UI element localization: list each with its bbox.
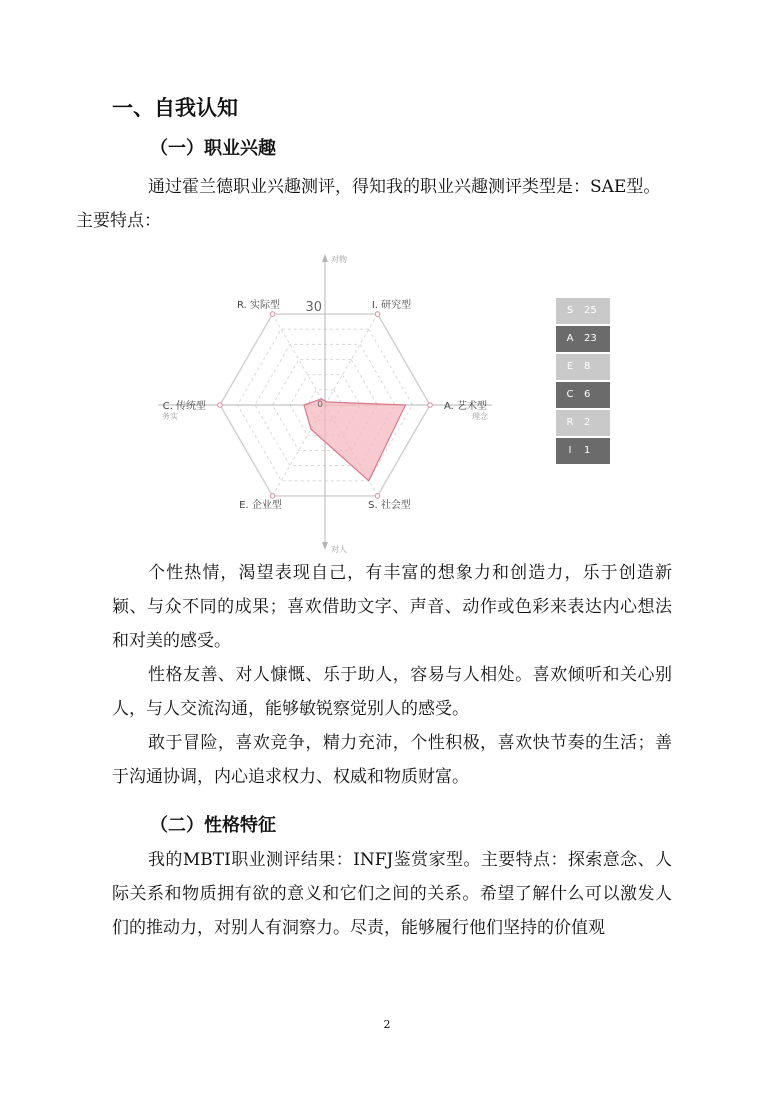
paragraph-enterprising: 敢于冒险，喜欢竞争，精力充沛，个性积极，喜欢快节奏的生活；善于沟通协调，内心追求权力、权威和物质财富。 — [112, 733, 672, 787]
arrow-down-icon — [322, 542, 328, 550]
paragraph-social: 性格友善、对人慷慨、乐于助人，容易与人相处。喜欢倾听和关心别人，与人交流沟通，能够敏锐察觉别人的感受。 — [112, 665, 672, 719]
vertex-dot-2 — [375, 494, 380, 499]
legend-value: 23 — [584, 333, 597, 344]
legend-row-I — [556, 438, 610, 464]
legend-value: 6 — [584, 389, 591, 400]
category-label-1: A. 艺术型 — [444, 401, 488, 412]
intro-line-1: 通过霍兰德职业兴趣测评，得知我的职业兴趣测评类型是：SAE型。 — [148, 177, 661, 197]
paragraph-artistic: 个性热情，渴望表现自己，有丰富的想象力和创造力，乐于创造新颖、与众不同的成果；喜欢借助文字、声音、动作或色彩来表达内心想法和对美的感受。 — [112, 563, 672, 651]
legend-code: A — [566, 333, 574, 344]
legend-row-A — [556, 326, 610, 352]
category-label-3: E. 企业型 — [239, 499, 282, 511]
scale-label-zero: 0 — [317, 400, 323, 410]
axis-label-bottom: 对人 — [331, 545, 347, 554]
radar-data-area — [304, 399, 406, 481]
category-label-4: C. 传统型 — [162, 401, 206, 412]
legend-value: 25 — [584, 305, 597, 316]
category-label-5: R. 实际型 — [237, 300, 280, 312]
category-label-2: S. 社会型 — [368, 499, 411, 511]
axis-label-left: 务实 — [162, 412, 178, 421]
vertex-dot-1 — [428, 403, 433, 408]
radar-spoke-5 — [273, 314, 326, 405]
legend-row-R — [556, 410, 610, 436]
legend-value: 8 — [584, 361, 591, 372]
axis-label-top: 对物 — [331, 255, 347, 264]
vertex-dot-5 — [270, 312, 275, 317]
legend-row-E — [556, 354, 610, 380]
legend-value: 2 — [584, 417, 591, 428]
axis-label-right: 理念 — [472, 412, 488, 421]
page-number: 2 — [383, 1018, 391, 1031]
subsection-title-interest: （一）职业兴趣 — [150, 138, 276, 159]
legend-code: R — [566, 417, 574, 428]
score-legend — [556, 298, 610, 466]
section-title: 一、自我认知 — [112, 96, 238, 120]
legend-row-C — [556, 382, 610, 408]
scale-label-max: 30 — [305, 300, 322, 315]
paragraph-mbti: 我的MBTI职业测评结果：INFJ鉴赏家型。主要特点：探索意念、人际关系和物质拥有欲的意义和它们之间的关系。希望了解什么可以激发人们的推动力，对别人有洞察力。尽责，能够履行他们坚持的价值观 — [112, 850, 672, 938]
intro-paragraph — [76, 170, 672, 238]
legend-code: I — [568, 445, 572, 456]
legend-value: 1 — [584, 445, 591, 456]
legend-code: E — [566, 361, 574, 372]
legend-code: S — [566, 305, 574, 316]
legend-code: C — [566, 389, 574, 400]
subsection-title-personality: （二）性格特征 — [150, 815, 276, 836]
holland-radar-chart — [150, 248, 488, 558]
category-label-0: I. 研究型 — [371, 300, 412, 312]
arrow-up-icon — [322, 254, 328, 262]
intro-line-2: 主要特点： — [76, 211, 161, 231]
legend-row-S — [556, 298, 610, 324]
vertex-dot-3 — [270, 494, 275, 499]
vertex-dot-0 — [375, 312, 380, 317]
vertex-dot-4 — [218, 403, 223, 408]
